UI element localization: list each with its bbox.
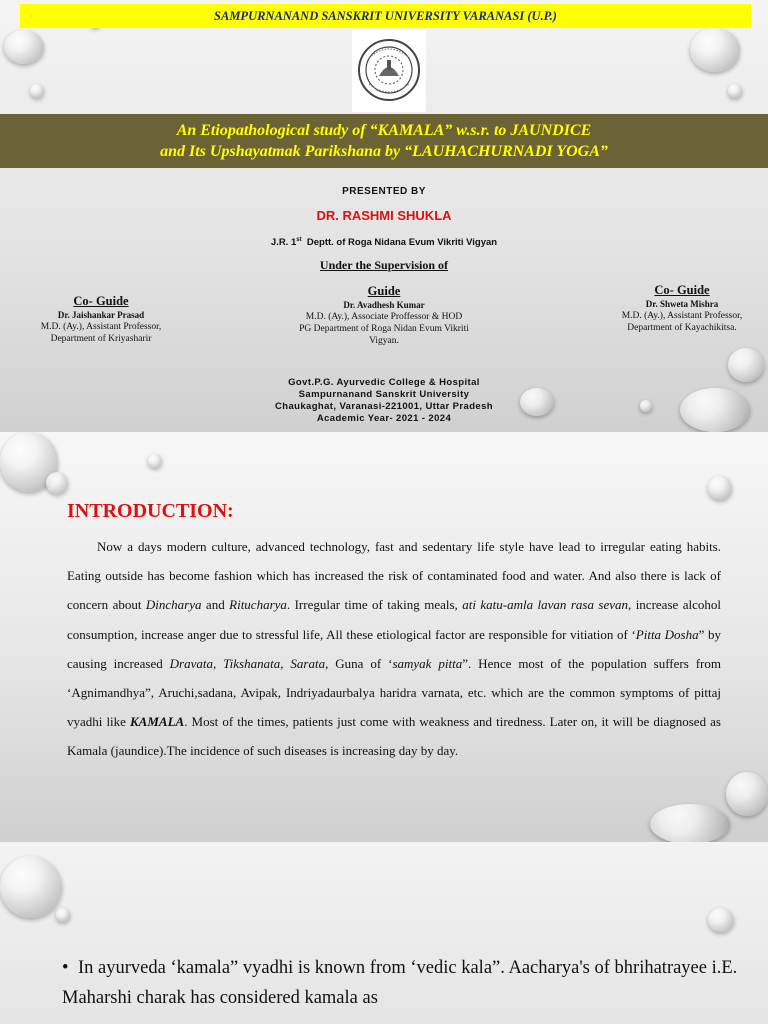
intro-term: Pitta Dosha <box>635 626 699 642</box>
guide-center <box>268 284 500 347</box>
co-guide-heading: Co- Guide <box>654 283 710 297</box>
co-guide-left <box>12 294 190 345</box>
introduction-paragraph <box>67 532 721 766</box>
intro-text: . Most of the times, patients just come with weakness and tiredness. Later on, it will be diagnosed as Kamala (jaundice).The incidence of such diseases is increasing day by day. <box>67 714 721 759</box>
title-slide <box>0 0 768 432</box>
guide-name: Dr. Avadhesh Kumar <box>343 300 425 310</box>
water-drop-decoration <box>708 908 734 932</box>
bullet-text: In ayurveda ‘kamala” vyadhi is known from ‘vedic kala”. Aacharya's of bhrihatrayee i.E. Maharshi charak has considered kamala as <box>62 958 738 1008</box>
water-drop-decoration <box>726 772 768 816</box>
presentation-title <box>0 114 768 168</box>
co-guide-right <box>596 283 768 334</box>
supervision-label <box>0 258 768 273</box>
water-drop-decoration <box>30 84 44 98</box>
college-address <box>0 377 768 425</box>
intro-text: ” by causing increased <box>67 626 721 671</box>
college-name: Govt.P.G. Ayurvedic College & Hospital <box>288 377 480 388</box>
introduction-heading: INTRODUCTION: <box>67 500 234 522</box>
intro-text: , Guna of ‘ <box>325 655 393 671</box>
intro-term: ati katu-amla lavan rasa sevan <box>462 597 629 613</box>
presented-by-label: PRESENTED BY <box>342 186 426 197</box>
title-line-2: and Its Upshayatmak Parikshana by “LAUHACHURNADI YOGA” <box>160 143 608 160</box>
water-drop-decoration <box>650 804 730 842</box>
university-emblem-icon <box>357 36 421 106</box>
jr-department: Deptt. of Roga Nidana Evum Vikriti Vigyan <box>301 237 498 249</box>
co-guide-heading: Co- Guide <box>73 294 129 308</box>
guide-department-cont: Vigyan. <box>369 336 399 346</box>
jr-superscript: st <box>296 237 302 243</box>
intro-text: . Irregular time of taking meals, <box>286 597 463 613</box>
water-drop-decoration <box>148 454 162 468</box>
water-drop-decoration <box>0 856 62 918</box>
intro-term: Dincharya <box>145 597 202 613</box>
co-guide-name: Dr. Shweta Mishra <box>645 299 719 309</box>
university-logo <box>352 30 426 112</box>
water-drop-decoration <box>56 908 70 922</box>
intro-text: Now a days modern culture, advanced technology, fast and sedentary life style have lead to irregular eating habits. Eating outside has become fashion which has increased the risk of contaminated food and water. And also there is lack of concern about <box>67 539 721 613</box>
water-drop-decoration <box>708 476 732 500</box>
bullet-point <box>62 953 752 1013</box>
bullet-marker: • <box>62 958 69 978</box>
co-guide-department: Department of Kayachikitsa. <box>627 323 737 333</box>
presenter-designation <box>0 237 768 248</box>
guide-department: PG Department of Roga Nidan Evum Vikriti <box>299 324 469 334</box>
presenter-name: DR. RASHMI SHUKLA <box>316 208 452 223</box>
water-drop-decoration <box>4 30 44 64</box>
water-drop-decoration <box>690 28 740 72</box>
college-location: Chaukaghat, Varanasi-221001, Uttar Pradesh <box>275 401 493 412</box>
co-guide-qualification: M.D. (Ay.), Assistant Professor, <box>621 311 743 321</box>
university-banner: SAMPURNANAND SANSKRIT UNIVERSITY VARANASI (U.P.) <box>20 4 751 28</box>
co-guide-department: Department of Kriyasharir <box>50 334 152 344</box>
academic-year: Academic Year- 2021 - 2024 <box>316 413 452 424</box>
guide-qualification: M.D. (Ay.), Associate Proffessor & HOD <box>305 312 463 322</box>
jr-prefix: J.R. 1 <box>270 237 297 249</box>
intro-term: samyak pitta <box>392 655 463 671</box>
intro-term: Ritucharya <box>229 597 287 613</box>
water-drop-decoration <box>46 472 68 494</box>
intro-text: , increase alcohol consumption, increase anger due to stressful life, All these etiological factor are responsible for vitiation of ‘ <box>67 597 721 642</box>
intro-term: Dravata, Tikshanata, Sarata <box>169 655 326 671</box>
intro-text: ”. Hence most of the population suffers from ‘Agnimandhya”, Aruchi,sadana, Avipak, Indriyadaurbalya haridra varnata, etc. which are the common symptoms of pittaj vyadhi like <box>67 655 721 730</box>
title-line-1: An Etiopathological study of “KAMALA” w.s.r. to JAUNDICE <box>176 122 592 139</box>
guide-heading: Guide <box>367 284 401 298</box>
intro-text: and <box>201 597 230 613</box>
supervision-text: Under the Supervision of <box>319 258 449 272</box>
intro-term-kamala: KAMALA <box>130 714 185 730</box>
co-guide-qualification: M.D. (Ay.), Assistant Professor, <box>40 322 162 332</box>
water-drop-decoration <box>728 84 742 98</box>
university-name: Sampurnanand Sanskrit University <box>298 389 470 400</box>
co-guide-name: Dr. Jaishankar Prasad <box>57 310 145 320</box>
